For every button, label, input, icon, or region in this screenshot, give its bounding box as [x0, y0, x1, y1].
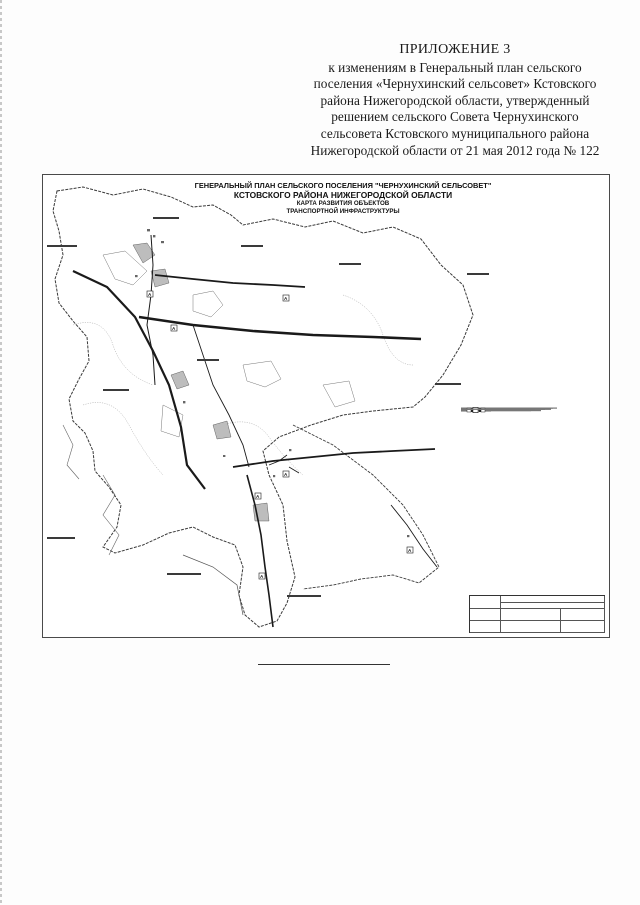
legend-row: [461, 527, 597, 536]
map-title-line: КСТОВСКОГО РАЙОНА НИЖЕГОРОДСКОЙ ОБЛАСТИ: [233, 189, 453, 200]
map-title: [173, 181, 513, 216]
legend-row: [461, 475, 597, 484]
annex-title: ПРИЛОЖЕНИЕ 3: [399, 42, 511, 57]
svg-text:A: A: [284, 296, 288, 301]
legend-row: [461, 441, 597, 450]
svg-text:A: A: [148, 292, 152, 297]
scan-edge: [0, 0, 2, 905]
road-north: [155, 275, 305, 287]
legend-row: [461, 484, 597, 493]
separator-line: [258, 664, 390, 665]
annex-line: Нижегородской области от 21 мая 2012 года № 122: [310, 142, 600, 158]
title-block-stamp: [469, 595, 605, 633]
annex-line: района Нижегородской области, утвержденный: [320, 92, 590, 108]
legend-row: [461, 467, 597, 476]
annex-line: решением сельского Совета Чернухинского: [331, 109, 579, 125]
map-subtitle-line: КАРТА РАЗВИТИЯ ОБЪЕКТОВ: [296, 200, 390, 208]
legend-row: [461, 424, 597, 433]
legend-row: [461, 492, 597, 501]
settlement-boundary: [53, 187, 473, 627]
highway-east: [139, 317, 421, 339]
map-subtitle-line: ТРАНСПОРТНОЙ ИНФРАСТРУКТУРЫ: [286, 208, 400, 216]
annex-line: поселения «Чернухинский сельсовет» Кстовского: [313, 76, 597, 92]
map-legend: [461, 407, 597, 544]
map-drawing: [43, 175, 609, 637]
map-title-line: ГЕНЕРАЛЬНЫЙ ПЛАН СЕЛЬСКОГО ПОСЕЛЕНИЯ "ЧЕРНУХИНСКИЙ СЕЛЬСОВЕТ": [194, 181, 492, 190]
svg-text:A: A: [408, 548, 412, 553]
svg-text:A: A: [284, 472, 288, 477]
annex-line: к изменениям в Генеральный план сельского: [328, 59, 582, 75]
legend-row: [461, 449, 597, 458]
svg-text:A: A: [260, 574, 264, 579]
legend-row: [461, 458, 597, 467]
svg-text:A: A: [172, 326, 176, 331]
legend-row: [461, 432, 597, 441]
legend-row: [461, 501, 597, 510]
legend-row: [461, 415, 597, 424]
legend-row: [461, 518, 597, 527]
legend-row: [461, 535, 597, 544]
annex-header: [300, 42, 610, 159]
legend-row: [461, 510, 597, 519]
annex-line: сельсовета Кстовского муниципального района: [320, 125, 590, 141]
svg-text:A: A: [256, 494, 260, 499]
map-sheet: [42, 174, 610, 638]
